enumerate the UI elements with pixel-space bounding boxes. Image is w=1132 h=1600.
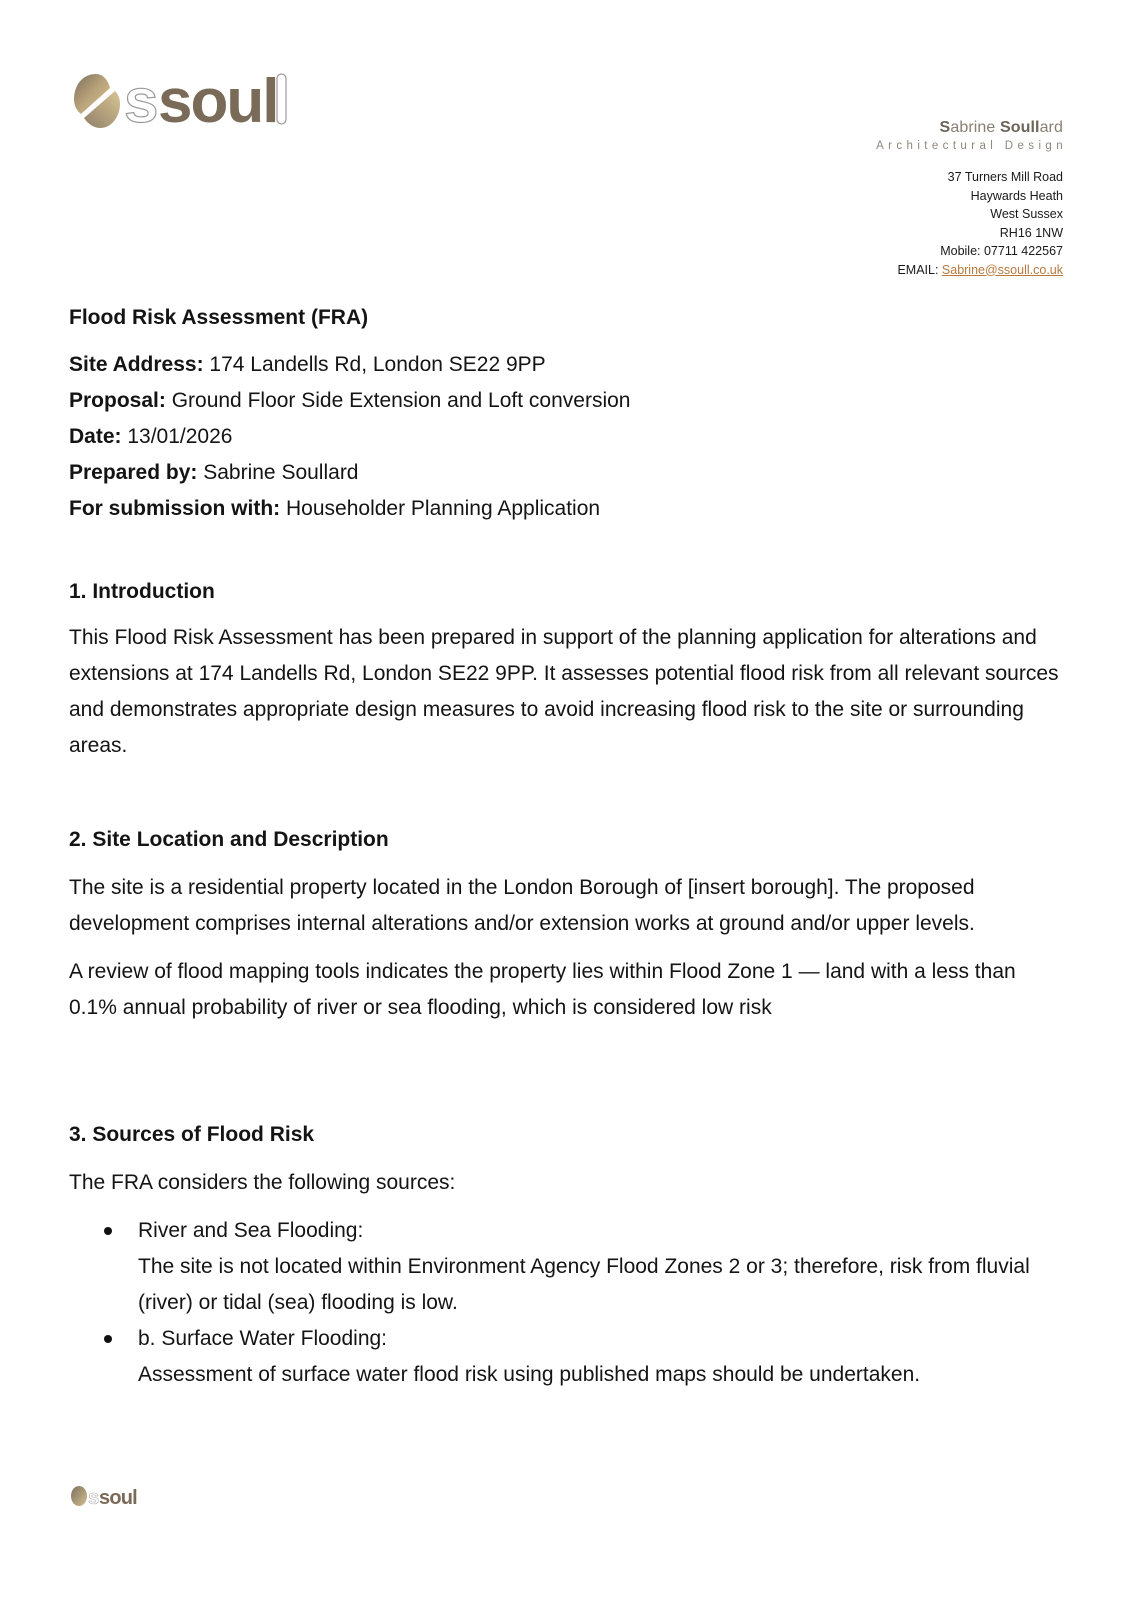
email-link[interactable]: Sabrine@ssoull.co.uk: [941, 262, 1063, 277]
section-paragraph: A review of flood mapping tools indicates the property lies within Flood Zone 1 — land with a less than 0.1% annual probability of river or sea flooding, which is considered low risk: [69, 960, 1016, 1019]
document-title: Flood Risk Assessment (FRA): [69, 306, 369, 329]
document-header: [69, 300, 1069, 336]
list-item: [69, 1213, 1069, 1321]
document-meta: [69, 347, 1069, 527]
email-label: EMAIL:: [897, 262, 942, 277]
meta-site-address: [69, 347, 1069, 383]
meta-value: Householder Planning Application: [280, 497, 601, 520]
address-line: West Sussex: [990, 207, 1063, 221]
address-line: 37 Turners Mill Road: [947, 170, 1063, 184]
email-line: [876, 261, 1063, 280]
meta-label: Prepared by:: [69, 461, 198, 484]
section-site-location: [69, 822, 1069, 1026]
bullet-icon: [104, 1227, 112, 1235]
meta-prepared-by: [69, 455, 1069, 491]
address-line: Haywards Heath: [970, 188, 1063, 203]
meta-value: 174 Landells Rd, London SE22 9PP: [203, 353, 546, 376]
brand-initial: S: [939, 119, 951, 136]
meta-label: Proposal:: [69, 389, 166, 412]
svg-text:s: s: [88, 1487, 100, 1508]
sources-list: [69, 1213, 1069, 1393]
ssoull-logo: [72, 68, 292, 134]
svg-text:soul: soul: [99, 1487, 137, 1508]
svg-text:s: s: [124, 68, 159, 134]
bullet-icon: [104, 1335, 112, 1343]
section-heading: 2. Site Location and Description: [69, 828, 389, 851]
svg-text:soul: soul: [158, 68, 278, 134]
address-line: RH16 1NW: [999, 225, 1063, 240]
meta-value: 13/01/2026: [121, 425, 233, 448]
meta-proposal: [69, 383, 1069, 419]
meta-date: [69, 419, 1069, 455]
brand-first-rest: abrine: [950, 119, 1000, 136]
brand-last-rest: ard: [1039, 119, 1063, 136]
list-item-text: The site is not located within Environment Agency Flood Zones 2 or 3; therefore, risk from fluvial (river) or tidal (sea) flooding is low.: [138, 1255, 1030, 1314]
contact-block: [876, 118, 1067, 279]
section-introduction: [69, 574, 1069, 764]
mobile-line: Mobile: 07711 422567: [940, 244, 1063, 258]
brand-last-strong: Soull: [999, 119, 1040, 136]
section-paragraph: This Flood Risk Assessment has been prepared in support of the planning application for alterations and extensions at 174 Landells Rd, London SE22 9PP. It assesses potential flood risk from all relevant sources and demonstrates appropriate design measures to avoid increasing flood risk to the site or surrounding areas.: [69, 626, 1059, 757]
list-item: [69, 1321, 1069, 1393]
section-intro: The FRA considers the following sources:: [69, 1171, 456, 1194]
meta-value: Sabrine Soullard: [197, 461, 359, 484]
meta-value: Ground Floor Side Extension and Loft conversion: [165, 389, 631, 412]
list-item-title: b. Surface Water Flooding:: [138, 1327, 388, 1350]
section-heading: 1. Introduction: [69, 580, 215, 603]
meta-submission: [69, 491, 1069, 527]
section-heading: 3. Sources of Flood Risk: [69, 1123, 315, 1146]
brand-name: [876, 118, 1063, 138]
section-paragraph: The site is a residential property located in the London Borough of [insert borough]. The proposed development comprises internal alterations and/or extension works at ground and/or upper levels.: [69, 876, 975, 935]
meta-label: Date:: [69, 425, 122, 448]
section-sources: [69, 1117, 1069, 1393]
address: [876, 168, 1063, 279]
meta-label: Site Address:: [69, 353, 204, 376]
footer-logo: [70, 1484, 146, 1508]
list-item-text: Assessment of surface water flood risk using published maps should be undertaken.: [138, 1363, 921, 1386]
list-item-title: River and Sea Flooding:: [138, 1219, 364, 1242]
brand-tagline: Architectural Design: [876, 140, 1067, 152]
meta-label: For submission with:: [69, 497, 281, 520]
